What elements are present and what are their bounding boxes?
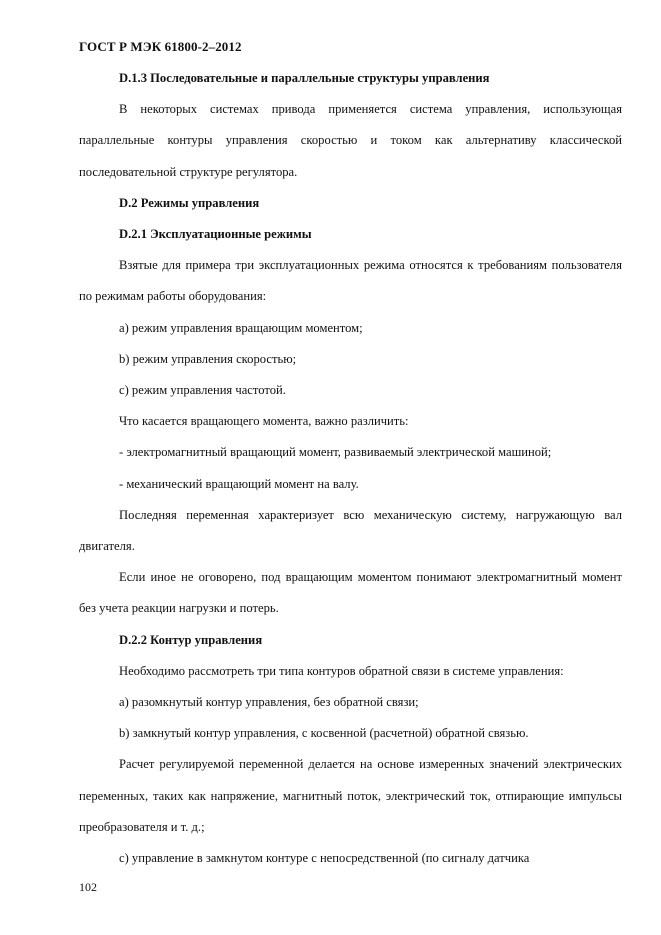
dash-item-electromagnetic-torque: - электромагнитный вращающий момент, развиваемый электрической машиной; [119,445,552,460]
list-item-torque-mode: a) режим управления вращающим моментом; [119,320,363,335]
paragraph-mechanical-system: Последняя переменная характеризует всю механическую систему, нагружающую вал двигателя. [79,507,622,554]
document-body [79,63,622,874]
paragraph-parallel-structures: В некоторых системах привода применяется система управления, использующая параллельные контуры управления скоростью и током как альтернативу классической последовательной структуре регулятора. [79,102,622,179]
paragraph-default-torque: Если иное не оговорено, под вращающим моментом понимают электромагнитный момент без учета реакции нагрузки и потерь. [79,570,622,616]
list-item-closed-loop-indirect: b) замкнутый контур управления, с косвенной (расчетной) обратной связью. [119,726,529,741]
heading-d22: D.2.2 Контур управления [119,632,263,647]
paragraph-feedback-types: Необходимо рассмотреть три типа контуров обратной связи в системе управления: [119,663,564,678]
page-number: 102 [79,880,97,894]
list-item-speed-mode: b) режим управления скоростью; [119,351,297,366]
list-item-open-loop: a) разомкнутый контур управления, без обратной связи; [119,695,419,710]
heading-d21: D.2.1 Эксплуатационные режимы [119,227,312,242]
list-item-frequency-mode: c) режим управления частотой. [119,383,286,398]
list-item-closed-loop-direct: c) управление в замкнутом контуре с непосредственной (по сигналу датчика [119,851,530,866]
standard-header: ГОСТ Р МЭК 61800-2–2012 [79,39,242,54]
heading-d2: D.2 Режимы управления [119,195,260,210]
paragraph-torque-distinguish: Что касается вращающего момента, важно различить: [119,414,409,429]
dash-item-mechanical-torque: - механический вращающий момент на валу. [119,476,359,491]
paragraph-three-modes: Взятые для примера три эксплуатационных режима относятся к требованиям пользователя по режимам работы оборудования: [79,258,622,304]
paragraph-calculation-basis: Расчет регулируемой переменной делается на основе измеренных значений электрических переменных, таких как напряжение, магнитный поток, электрический ток, отпирающие импульсы преобразователя и т. д.; [79,757,622,834]
heading-d13: D.1.3 Последовательные и параллельные структуры управления [119,71,490,85]
